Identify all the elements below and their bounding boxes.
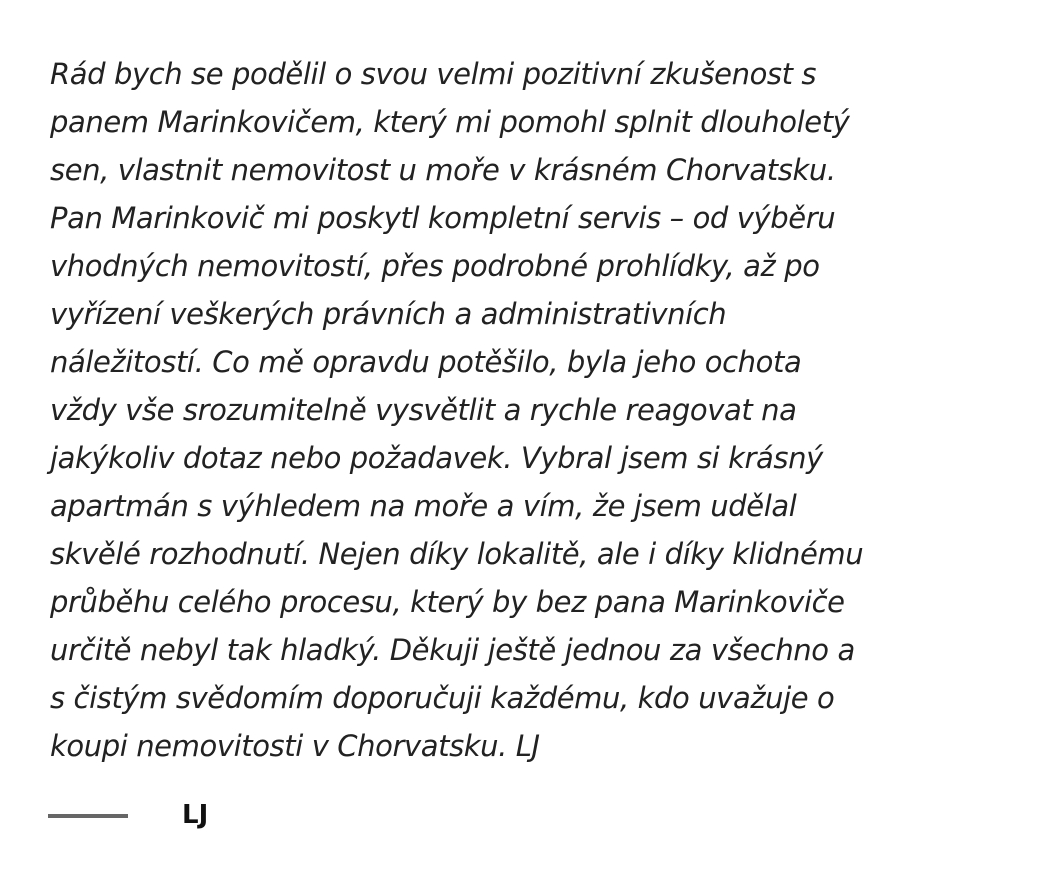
testimonial-quote: [50, 50, 950, 770]
quote-line: sen, vlastnit nemovitost u moře v krásném Chorvatsku.: [50, 153, 836, 187]
author-divider: [48, 814, 128, 818]
author-name: LJ: [182, 800, 209, 830]
quote-line: vždy vše srozumitelně vysvětlit a rychle reagovat na: [50, 393, 797, 427]
quote-line: Pan Marinkovič mi poskytl kompletní servis – od výběru: [50, 201, 836, 235]
quote-line: panem Marinkovičem, který mi pomohl splnit dlouholetý: [50, 105, 850, 139]
author-row: [48, 796, 448, 836]
quote-line: náležitostí. Co mě opravdu potěšilo, byla jeho ochota: [50, 345, 802, 379]
quote-line: určitě nebyl tak hladký. Děkuji ještě jednou za všechno a: [50, 633, 855, 667]
quote-line: vhodných nemovitostí, přes podrobné prohlídky, až po: [50, 249, 820, 283]
quote-line: apartmán s výhledem na moře a vím, že jsem udělal: [50, 489, 797, 523]
quote-line: skvělé rozhodnutí. Nejen díky lokalitě, ale i díky klidnému: [50, 537, 864, 571]
quote-line: Rád bych se podělil o svou velmi pozitivní zkušenost s: [50, 57, 817, 91]
quote-line: vyřízení veškerých právních a administrativních: [50, 297, 727, 331]
quote-line: jakýkoliv dotaz nebo požadavek. Vybral jsem si krásný: [50, 441, 823, 475]
quote-line: s čistým svědomím doporučuji každému, kdo uvažuje o: [50, 681, 835, 715]
quote-line: průběhu celého procesu, který by bez pana Marinkoviče: [50, 585, 845, 619]
quote-line: koupi nemovitosti v Chorvatsku. LJ: [50, 729, 540, 763]
